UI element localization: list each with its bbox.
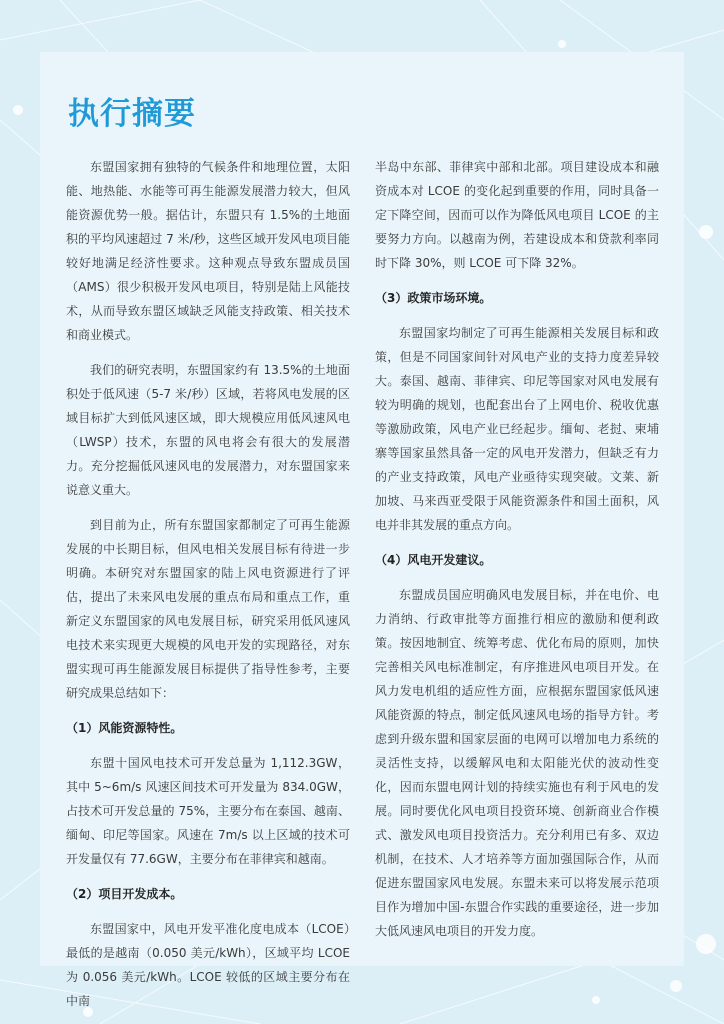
paragraph: 东盟国家拥有独特的气候条件和地理位置，太阳能、地热能、水能等可再生能源发展潜力较大，但风能资源优势一般。据估计，东盟只有 1.5%的土地面积的平均风速超过 7 米/秒，这些区域开发风电项目能较好地满足经济性要求。这种观点导致东盟成员国（AMS）很少积极开发风电项目，特别是陆上风能技术，从而导致东盟区域缺乏风能支持政策、相关技术和商业模式。 [66, 160, 350, 342]
paragraph: 我们的研究表明，东盟国家约有 13.5%的土地面积处于低风速（5-7 米/秒）区域，若将风电发展的区域目标扩大到低风速区域，即大规模应用低风速风电（LWSP）技术，东盟的风电将会有很大的发展潜力。充分挖掘低风速风电的发展潜力，对东盟国家来说意义重大。 [66, 363, 350, 497]
section-heading-wind-resource: （1）风能资源特性。 [66, 721, 183, 735]
left-column [66, 155, 350, 1024]
paragraph: 东盟成员国应明确风电发展目标，并在电价、电力消纳、行政审批等方面推行相应的激励和便利政策。按因地制宜、统筹考虑、优化布局的原则，加快完善相关风电标准制定，有序推进风电项目开发。在风力发电机组的适应性方面，应根据东盟国家低风速风能资源的特点，制定低风速风电场的指导方针。考虑到升级东盟和国家层面的电网可以增加电力系统的灵活性支持，以缓解风电和太阳能光伏的波动性变化，因而东盟电网计划的持续实施也有利于风电的发展。同时要优化风电项目投资环境、创新商业合作模式、激发风电项目投资活力。充分利用已有多、双边机制，在技术、人才培养等方面加强国际合作，从而促进东盟国家风电发展。东盟未来可以将发展示范项目作为增加中国-东盟合作实践的重要途径，进一步加大低风速风电项目的开发力度。 [375, 588, 659, 938]
page-title: 执行摘要 [68, 96, 196, 132]
paragraph: 东盟国家均制定了可再生能源相关发展目标和政策，但是不同国家间针对风电产业的支持力度差异较大。泰国、越南、菲律宾、印尼等国家对风电发展有较为明确的规划，也配套出台了上网电价、税收优惠等激励政策，风电产业已经起步。缅甸、老挝、柬埔寨等国家虽然具备一定的风电开发潜力，但缺乏有力的产业支持政策，风电产业亟待实现突破。文莱、新加坡、马来西亚受限于风能资源条件和国土面积，风电并非其发展的重点方向。 [375, 326, 659, 532]
section-heading-recommendations: （4）风电开发建议。 [375, 553, 492, 567]
section-heading-policy-market: （3）政策市场环境。 [375, 291, 492, 305]
paragraph: 东盟国家中，风电开发平准化度电成本（LCOE）最低的是越南（0.050 美元/kWh），区域平均 LCOE 为 0.056 美元/kWh。LCOE 较低的区域主要分布在中南 [66, 922, 350, 1008]
section-heading-project-cost: （2）项目开发成本。 [66, 887, 183, 901]
paragraph: 到目前为止，所有东盟国家都制定了可再生能源发展的中长期目标，但风电相关发展目标有待进一步明确。本研究对东盟国家的陆上风电资源进行了评估，提出了未来风电发展的重点布局和重点工作，重新定义东盟国家的风电发展目标，研究采用低风速风电技术来实现更大规模的风电开发的实现路径，对东盟实现可再生能源发展目标提供了指导性参考，主要研究成果总结如下： [66, 518, 350, 700]
paragraph-continued: 半岛中东部、菲律宾中部和北部。项目建设成本和融资成本对 LCOE 的变化起到重要的作用，同时具备一定下降空间，因而可以作为降低风电项目 LCOE 的主要努力方向。以越南为例，若建设成本和贷款利率同时下降 30%，则 LCOE 可下降 32%。 [375, 160, 659, 270]
right-column [375, 155, 659, 954]
paragraph: 东盟十国风电技术可开发总量为 1,112.3GW，其中 5~6m/s 风速区间技术可开发量为 834.0GW，占技术可开发总量的 75%，主要分布在泰国、越南、缅甸、印尼等国家。风速在 7m/s 以上区域的技术可开发量仅有 77.6GW，主要分布在菲律宾和越南。 [66, 756, 350, 866]
